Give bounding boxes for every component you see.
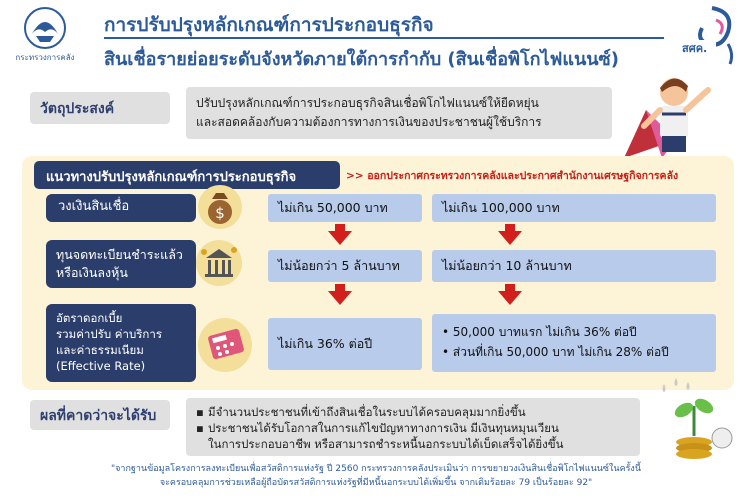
- title-divider: [104, 37, 664, 39]
- arrow-down-icon: [498, 231, 522, 245]
- objective-line-2: และสอดคล้องกับความต้องการทางการเงินของประชาชนผู้ใช้บริการ: [196, 115, 542, 129]
- bank-building-icon: [196, 240, 242, 286]
- arrow-down-icon: [498, 291, 522, 305]
- credit-limit-old: ไม่เกิน 50,000 บาท: [268, 194, 422, 222]
- results-box: [186, 398, 640, 456]
- page-title: การปรับปรุงหลักเกณฑ์การประกอบธุรกิจ: [104, 14, 434, 36]
- effective-rate-new-line-2: • ส่วนที่เกิน 50,000 บาท ไม่เกิน 28% ต่อปี: [442, 345, 669, 359]
- calculator-icon: [198, 318, 252, 372]
- footer-line-1: "จากฐานข้อมูลโครงการลงทะเบียนเพื่อสวัสดิการแห่งรัฐ ปี 2560 กระทรวงการคลังประเมินว่า การขยายวงเงินสินเชื่อพิโกไฟแนนซ์ในครั้งนี้: [111, 464, 641, 474]
- row-label-effective-rate: [46, 304, 196, 382]
- credit-limit-new: ไม่เกิน 100,000 บาท: [432, 194, 716, 222]
- svg-text:$: $: [215, 204, 225, 222]
- guidelines-note: >> ออกประกาศกระทรวงการคลังและประกาศสำนักงานเศรษฐกิจการคลัง: [346, 170, 679, 182]
- objective-label: วัตถุประสงค์: [30, 92, 170, 124]
- registered-capital-label-line-1: ทุนจดทะเบียนชำระแล้ว: [56, 247, 183, 262]
- effective-rate-new-line-1: • 50,000 บาทแรก ไม่เกิน 36% ต่อปี: [442, 325, 637, 339]
- agency-logo-icon: [672, 4, 742, 70]
- guidelines-title: แนวทางปรับปรุงหลักเกณฑ์การประกอบธุรกิจ: [34, 161, 340, 189]
- arrow-down-icon: [328, 291, 352, 305]
- agency-logo-text: สศค.: [682, 42, 708, 55]
- results-item-2: [196, 420, 630, 452]
- objective-text-box: [186, 87, 612, 139]
- effective-rate-label-line-1: อัตราดอกเบี้ย: [56, 311, 123, 325]
- money-bag-icon: [198, 185, 242, 229]
- effective-rate-label-line-3: และค่าธรรมเนียม: [56, 343, 144, 357]
- effective-rate-new: [432, 314, 716, 372]
- results-item-2-line-2: ในการประกอบอาชีพ หรือสามารถชำระหนี้นอกระบบได้เบ็ดเสร็จได้ยิ่งขึ้น: [208, 437, 564, 451]
- results-item-2-line-1: ประชาชนได้รับโอกาสในการแก้ไขปัญหาทางการเงิน มีเงินทุนหมุนเวียน: [208, 421, 559, 435]
- registered-capital-old: ไม่น้อยกว่า 5 ล้านบาท: [268, 250, 422, 282]
- results-label: ผลที่คาดว่าจะได้รับ: [30, 400, 170, 430]
- objective-line-1: ปรับปรุงหลักเกณฑ์การประกอบธุรกิจสินเชื่อพิโกไฟแนนซ์ให้ยืดหยุ่น: [196, 96, 539, 110]
- arrow-down-icon: [328, 231, 352, 245]
- effective-rate-label-line-2: รวมค่าปรับ ค่าบริการ: [56, 327, 163, 341]
- footer-line-2: จะครอบคลุมการช่วยเหลือผู้ถือบัตรสวัสดิการแห่งรัฐที่มีหนี้นอกระบบได้เพิ่มขึ้น จากเดิมร้อยละ 79 เป็นร้อยละ 92": [159, 478, 593, 488]
- money-plant-icon: [644, 376, 744, 460]
- effective-rate-old: ไม่เกิน 36% ต่อปี: [268, 318, 422, 370]
- registered-capital-new: ไม่น้อยกว่า 10 ล้านบาท: [432, 250, 716, 282]
- ministry-seal-icon: [12, 6, 78, 64]
- effective-rate-label-line-4: (Effective Rate): [56, 359, 146, 373]
- row-label-credit-limit: วงเงินสินเชื่อ: [46, 194, 196, 222]
- results-item-1: ▪ มีจำนวนประชาชนที่เข้าถึงสินเชื่อในระบบได้ครอบคลุมมากยิ่งขึ้น: [196, 404, 630, 420]
- row-label-registered-capital: [46, 240, 196, 288]
- ministry-logo-text: กระทรวงการคลัง: [15, 53, 75, 62]
- superhero-illustration: [616, 70, 744, 160]
- footer-note: [20, 462, 732, 490]
- page-subtitle: สินเชื่อรายย่อยระดับจังหวัดภายใต้การกำกับ (สินเชื่อพิโกไฟแนนซ์): [104, 49, 619, 70]
- registered-capital-label-line-2: หรือเงินลงหุ้น: [56, 265, 128, 280]
